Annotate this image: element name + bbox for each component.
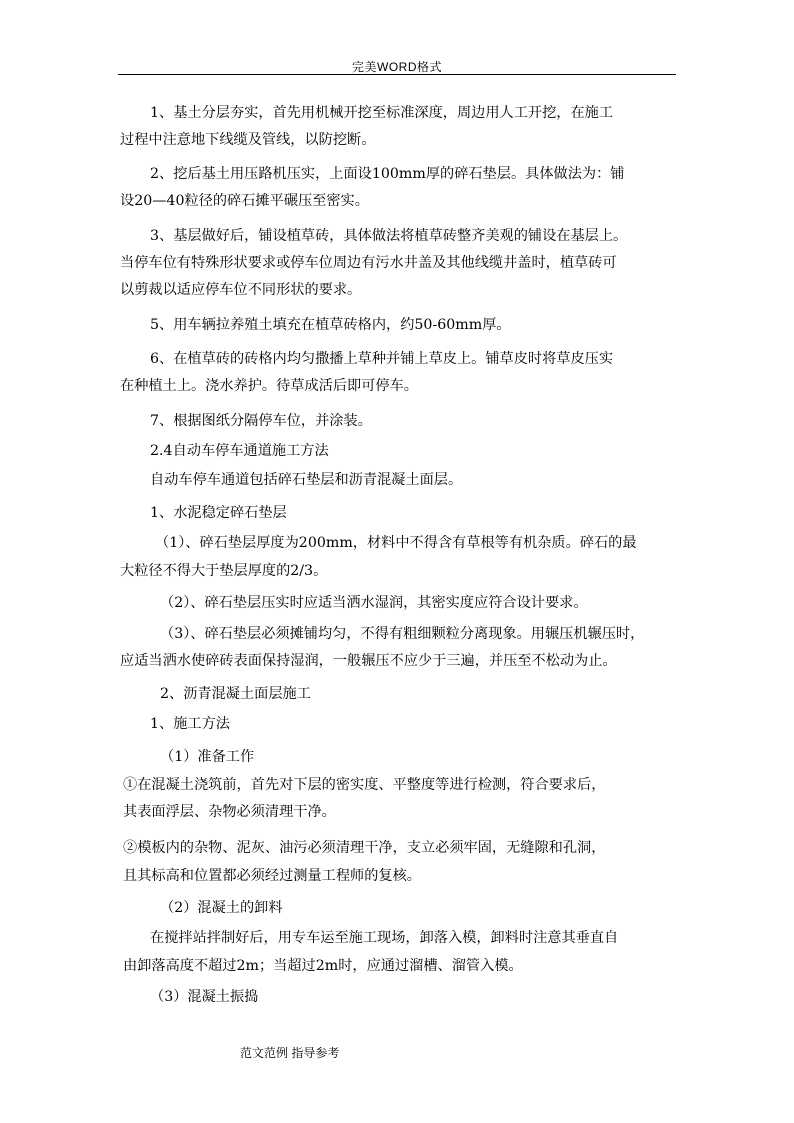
page-footer: 范文范例 指导参考 [240, 1046, 340, 1060]
section-heading: 1、水泥稳定碎石垫层 [150, 505, 287, 521]
paragraph-line: 大粒径不得大于垫层厚度的2/3。 [120, 563, 328, 579]
section-heading: 1、施工方法 [150, 716, 230, 732]
section-heading: 2.4自动车停车通道施工方法 [150, 443, 329, 459]
paragraph-line: 当停车位有特殊形状要求或停车位周边有污水井盖及其他线缆井盖时，植草砖可 [120, 255, 617, 271]
paragraph-line: 以剪裁以适应停车位不同形状的要求。 [120, 282, 362, 298]
paragraph-line: （2）、碎石垫层压实时应适当洒水湿润，其密实度应符合设计要求。 [160, 595, 588, 611]
section-heading: （3）混凝土振捣 [150, 989, 259, 1005]
paragraph-line: 其表面浮层、杂物必须清理干净。 [123, 804, 336, 820]
header-divider [118, 74, 676, 75]
paragraph-line: 应适当洒水使碎砖表面保持湿润，一般辗压不应少于三遍，并压至不松动为止。 [120, 653, 617, 669]
paragraph-line: ②模板内的杂物、泥灰、油污必须清理干净，支立必须牢固，无缝隙和孔洞， [123, 840, 606, 856]
section-heading: 2、沥青混凝土面层施工 [160, 686, 311, 702]
paragraph-line: （1）、碎石垫层厚度为200mm，材料中不得含有草根等有机杂质。碎石的最 [155, 535, 637, 551]
paragraph-line: 6、在植草砖的砖格内均匀撒播上草种并铺上草皮上。铺草皮时将草皮压实 [150, 351, 614, 367]
paragraph-line: （3）、碎石垫层必须摊铺均匀，不得有粗细颗粒分离现象。用辗压机辗压时， [160, 626, 645, 642]
paragraph-line: 7、根据图纸分隔停车位，并涂装。 [150, 413, 372, 429]
page-header: 完美WORD格式 [352, 60, 442, 74]
paragraph-line: 且其标高和位置都必须经过测量工程师的复核。 [123, 868, 421, 884]
paragraph-line: 在搅拌站拌制好后，用专车运至施工现场，卸落入模，卸料时注意其垂直自 [150, 930, 619, 946]
paragraph-line: 在种植土上。浇水养护。待草成活后即可停车。 [120, 378, 418, 394]
paragraph-line: 3、基层做好后，铺设植草砖，具体做法将植草砖整齐美观的铺设在基层上。 [150, 228, 628, 244]
paragraph-line: 2、挖后基土用压路机压实，上面设100mm厚的碎石垫层。具体做法为：铺 [150, 166, 625, 182]
section-heading: （1）准备工作 [160, 749, 255, 765]
paragraph-line: ①在混凝土浇筑前，首先对下层的密实度、平整度等进行检测，符合要求后， [123, 777, 606, 793]
paragraph-line: 过程中注意地下线缆及管线，以防挖断。 [120, 132, 376, 148]
paragraph-line: 自动车停车通道包括碎石垫层和沥青混凝土面层。 [150, 472, 463, 488]
paragraph-line: 由卸落高度不超过2m；当超过2m时，应通过溜槽、溜管入模。 [123, 958, 523, 974]
paragraph-line: 设20—40粒径的碎石摊平碾压至密实。 [120, 193, 369, 209]
paragraph-line: 1、基土分层夯实，首先用机械开挖至标准深度，周边用人工开挖，在施工 [150, 105, 614, 121]
section-heading: （2）混凝土的卸料 [160, 900, 283, 916]
paragraph-line: 5、用车辆拉养殖土填充在植草砖格内，约50-60mm厚。 [150, 317, 511, 333]
